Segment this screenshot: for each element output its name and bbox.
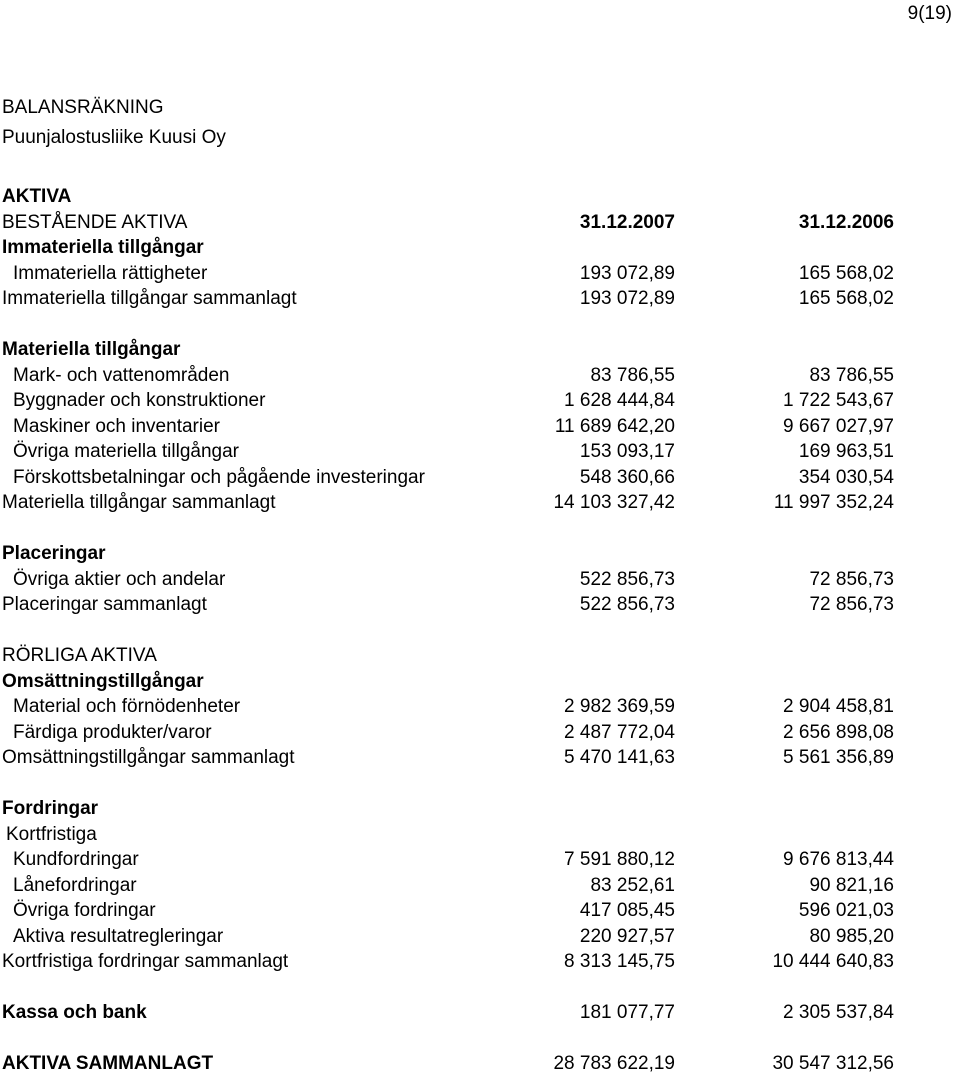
aktiva-heading: AKTIVA	[2, 186, 72, 207]
column-header-2006: 31.12.2006	[798, 211, 894, 233]
row-value-2007: 417 085,45	[579, 900, 675, 921]
kortfristiga-subtitle: Kortfristiga	[6, 823, 97, 845]
page-number: 9(19)	[907, 3, 952, 24]
total-label: Omsättningstillgångar sammanlagt	[2, 747, 295, 768]
total-row	[0, 745, 960, 771]
rorliga-aktiva-heading: RÖRLIGA AKTIVA	[2, 645, 157, 666]
table-row	[0, 720, 960, 746]
total-value-2007: 5 470 141,63	[564, 747, 675, 768]
row-label: Material och förnödenheter	[13, 696, 241, 717]
document-title: BALANSRÄKNING	[2, 97, 164, 118]
table-row	[0, 567, 960, 593]
row-value-2006: 354 030,54	[798, 466, 894, 488]
row-value-2006: 9 667 027,97	[783, 415, 894, 437]
row-value-2007: 193 072,89	[579, 262, 675, 284]
row-label: Immateriella rättigheter	[13, 262, 208, 284]
total-value-2006: 72 856,73	[809, 594, 894, 615]
row-value-2006: 72 856,73	[809, 568, 894, 590]
total-label: Materiella tillgångar sammanlagt	[2, 492, 276, 513]
spacer	[0, 312, 960, 338]
total-row	[0, 592, 960, 618]
table-row	[0, 363, 960, 389]
table-row	[0, 873, 960, 899]
total-value-2006: 11 997 352,24	[773, 492, 894, 513]
row-value-2006: 9 676 813,44	[783, 849, 894, 870]
company-name: Puunjalostusliike Kuusi Oy	[2, 127, 226, 148]
fordringar-title: Fordringar	[2, 798, 99, 819]
row-label: Övriga materiella tillgångar	[13, 441, 239, 462]
table-row	[0, 847, 960, 873]
total-value-2006: 165 568,02	[798, 288, 894, 309]
table-row	[0, 414, 960, 440]
section-title	[0, 235, 960, 261]
total-value-2007: 522 856,73	[579, 594, 675, 615]
section-title	[0, 796, 960, 822]
table-row	[0, 465, 960, 491]
bestaende-aktiva-heading: BESTÅENDE AKTIVA	[2, 211, 188, 233]
row-value-2006: 90 821,16	[809, 874, 894, 896]
row-label: Maskiner och inventarier	[13, 415, 220, 437]
table-row	[0, 898, 960, 924]
total-label: Placeringar sammanlagt	[2, 594, 207, 615]
table-row	[0, 261, 960, 287]
row-value-2006: 169 963,51	[798, 441, 894, 462]
row-value-2007: 83 252,61	[590, 874, 675, 896]
spacer	[0, 618, 960, 644]
grand-total-label: AKTIVA SAMMANLAGT	[2, 1053, 214, 1074]
spacer	[0, 771, 960, 797]
row-label: Mark- och vattenområden	[13, 364, 230, 386]
row-value-2007: 548 360,66	[579, 466, 675, 488]
section-title	[0, 669, 960, 695]
table-row	[0, 439, 960, 465]
row-value-2007: 1 628 444,84	[564, 390, 675, 411]
row-value-2006: 165 568,02	[798, 262, 894, 284]
table-row	[0, 388, 960, 414]
row-label: Byggnader och konstruktioner	[13, 390, 266, 411]
row-label: Kundfordringar	[13, 849, 139, 870]
aktiva-heading-row	[0, 184, 960, 210]
total-value-2007: 193 072,89	[579, 288, 675, 309]
row-value-2007: 522 856,73	[579, 568, 675, 590]
total-label: Kortfristiga fordringar sammanlagt	[2, 951, 289, 972]
row-value-2007: 153 093,17	[579, 441, 675, 462]
total-value-2007: 8 313 145,75	[564, 951, 675, 972]
row-value-2007: 7 591 880,12	[564, 849, 675, 870]
row-value-2006: 80 985,20	[809, 925, 894, 947]
total-value-2007: 14 103 327,42	[553, 492, 675, 513]
balance-sheet	[0, 184, 960, 1077]
kassa-row	[0, 1000, 960, 1026]
materiella-title: Materiella tillgångar	[2, 339, 181, 360]
grand-total-value-2007: 28 783 622,19	[553, 1053, 675, 1074]
column-header-2007: 31.12.2007	[579, 211, 675, 233]
row-value-2007: 11 689 642,20	[554, 415, 675, 437]
row-label: Förskottsbetalningar och pågående investeringar	[13, 466, 425, 488]
spacer	[0, 975, 960, 1001]
total-value-2006: 5 561 356,89	[783, 747, 894, 768]
row-value-2006: 2 904 458,81	[783, 696, 894, 717]
row-label: Aktiva resultatregleringar	[13, 925, 224, 947]
section-heading	[0, 643, 960, 669]
table-row	[0, 694, 960, 720]
total-value-2006: 10 444 640,83	[772, 951, 894, 972]
total-row	[0, 949, 960, 975]
immateriella-title: Immateriella tillgångar	[2, 237, 204, 258]
row-value-2006: 596 021,03	[798, 900, 894, 921]
total-row	[0, 490, 960, 516]
row-value-2006: 83 786,55	[809, 364, 894, 386]
section-subtitle	[0, 822, 960, 848]
row-label: Lånefordringar	[13, 874, 137, 896]
row-value-2007: 2 982 369,59	[564, 696, 675, 717]
row-value-2006: 2 656 898,08	[783, 721, 894, 743]
row-value-2007: 2 487 772,04	[564, 721, 675, 743]
grand-total-row	[0, 1051, 960, 1077]
spacer	[0, 1026, 960, 1052]
kassa-value-2006: 2 305 537,84	[783, 1002, 894, 1023]
spacer	[0, 516, 960, 542]
section-title	[0, 541, 960, 567]
grand-total-value-2006: 30 547 312,56	[772, 1053, 894, 1074]
row-label: Övriga aktier och andelar	[13, 568, 226, 590]
omsattning-title: Omsättningstillgångar	[2, 670, 204, 692]
row-value-2007: 220 927,57	[579, 925, 675, 947]
row-label: Övriga fordringar	[13, 900, 156, 921]
total-row	[0, 286, 960, 312]
row-label: Färdiga produkter/varor	[13, 721, 212, 743]
column-header-row	[0, 210, 960, 236]
placeringar-title: Placeringar	[2, 543, 106, 564]
kassa-value-2007: 181 077,77	[579, 1002, 675, 1023]
table-row	[0, 924, 960, 950]
kassa-label: Kassa och bank	[2, 1002, 147, 1023]
total-label: Immateriella tillgångar sammanlagt	[2, 288, 297, 309]
row-value-2006: 1 722 543,67	[783, 390, 894, 411]
section-title	[0, 337, 960, 363]
row-value-2007: 83 786,55	[590, 364, 675, 386]
